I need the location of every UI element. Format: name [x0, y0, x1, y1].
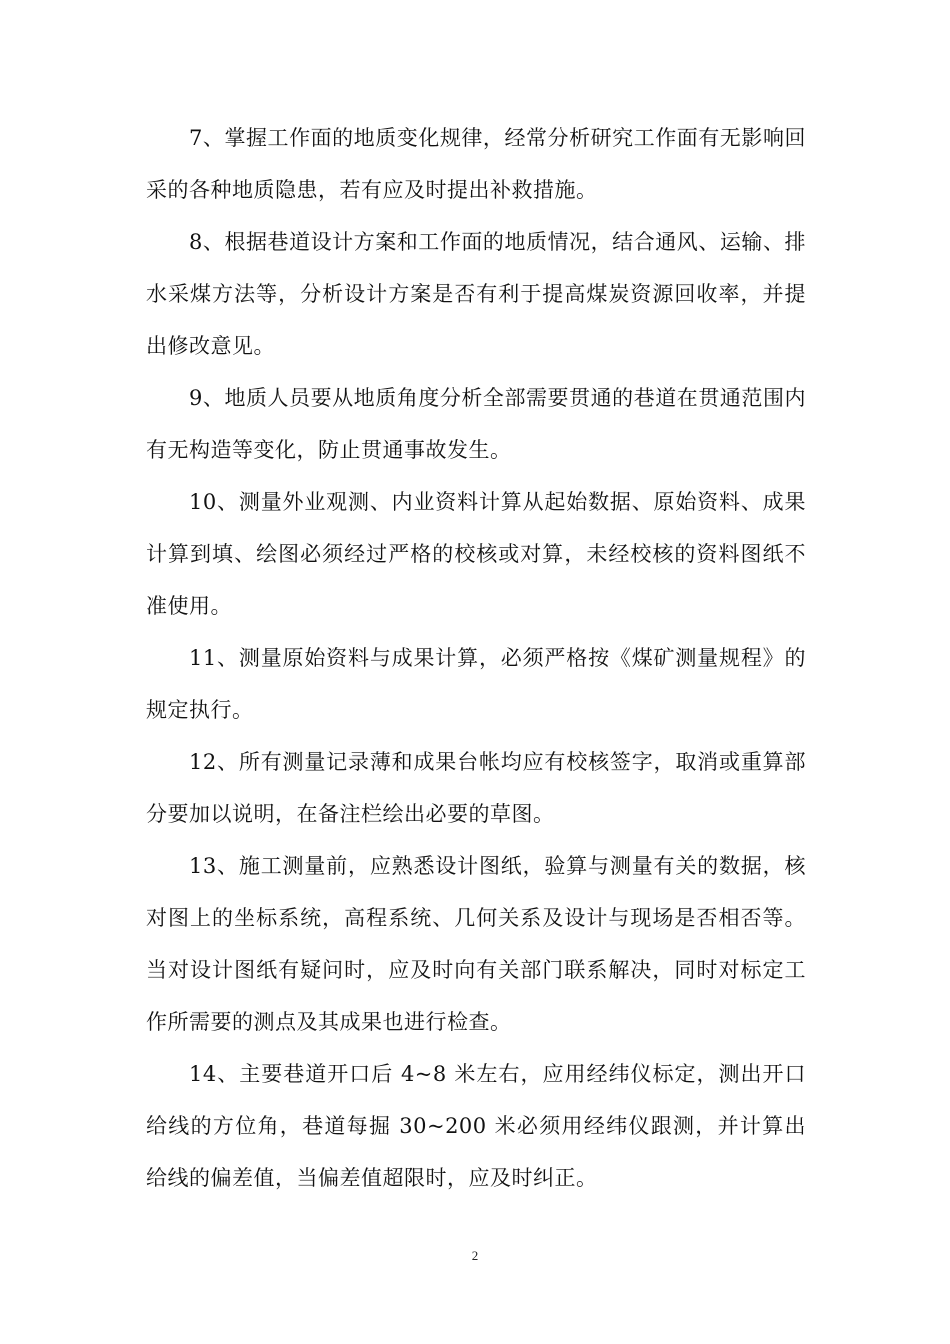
paragraph-item-14: 14、主要巷道开口后 4~8 米左右，应用经纬仪标定，测出开口给线的方位角，巷道每掘 30~200 米必须用经纬仪跟测，并计算出给线的偏差值，当偏差值超限时，应及时纠正。 [146, 1062, 806, 1190]
page-number: 2 [471, 1248, 479, 1263]
document-body [146, 112, 806, 1204]
paragraph-item-8: 8、根据巷道设计方案和工作面的地质情况，结合通风、运输、排水采煤方法等，分析设计方案是否有利于提高煤炭资源回收率，并提出修改意见。 [146, 230, 806, 358]
paragraph-item-10: 10、测量外业观测、内业资料计算从起始数据、原始资料、成果计算到填、绘图必须经过严格的校核或对算，未经校核的资料图纸不准使用。 [146, 490, 806, 618]
paragraph-item-12: 12、所有测量记录薄和成果台帐均应有校核签字，取消或重算部分要加以说明，在备注栏绘出必要的草图。 [146, 750, 806, 826]
paragraph-item-13: 13、施工测量前，应熟悉设计图纸，验算与测量有关的数据，核对图上的坐标系统，高程系统、几何关系及设计与现场是否相否等。当对设计图纸有疑问时，应及时向有关部门联系解决，同时对标定工作所需要的测点及其成果也进行检查。 [146, 854, 806, 1034]
paragraph-item-11: 11、测量原始资料与成果计算，必须严格按《煤矿测量规程》的规定执行。 [146, 646, 806, 722]
paragraph-item-7: 7、掌握工作面的地质变化规律，经常分析研究工作面有无影响回采的各种地质隐患，若有应及时提出补救措施。 [146, 126, 806, 202]
paragraph-item-9: 9、地质人员要从地质角度分析全部需要贯通的巷道在贯通范围内有无构造等变化，防止贯通事故发生。 [146, 386, 806, 462]
